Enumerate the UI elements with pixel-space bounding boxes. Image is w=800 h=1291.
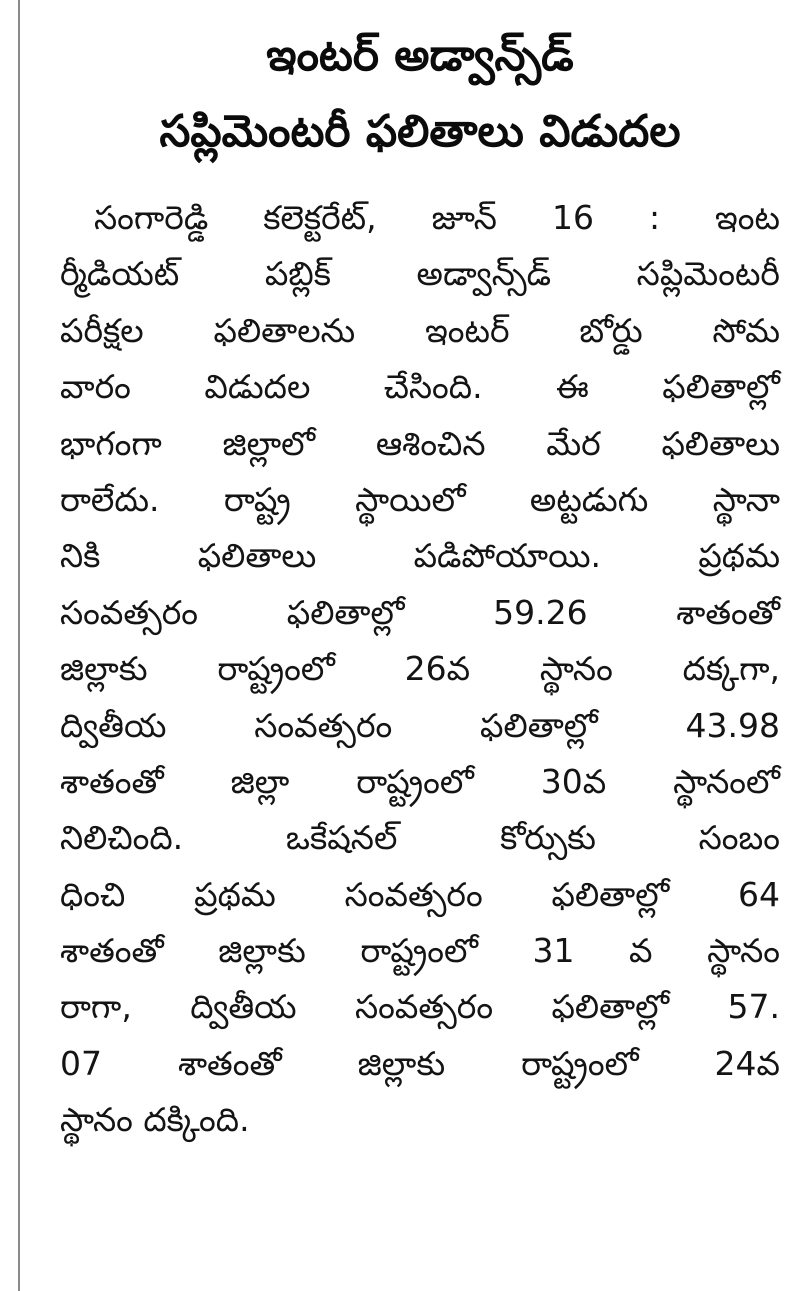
column-divider (18, 0, 20, 1291)
article-body (60, 190, 780, 1149)
body-line: సంగారెడ్డి కలెక్టరేట్, జూన్ 16 : ఇంట (94, 198, 780, 237)
body-line: ధించి ప్రథమ సంవత్సరం ఫలితాల్లో 64 (60, 874, 780, 914)
body-line: జిల్లాకు రాష్ట్రంలో 26వ స్థానం దక్కగా, (60, 649, 780, 689)
body-line: సంవత్సరం ఫలితాల్లో 59.26 శాతంతో (60, 592, 780, 632)
body-line: భాగంగా జిల్లాలో ఆశించిన మేర ఫలితాలు (60, 423, 780, 463)
body-line: ద్వితీయ సంవత్సరం ఫలితాల్లో 43.98 (60, 705, 780, 745)
body-line: ర్మీడియట్ పబ్లిక్ అడ్వాన్స్‌డ్ సప్లిమెంటరీ (60, 254, 780, 294)
body-line: నికి ఫలితాలు పడిపోయాయి. ప్రథమ (60, 536, 780, 576)
headline-line-1: ఇంటర్ అడ్వాన్స్‌డ్ (266, 30, 574, 81)
body-line: స్థానం దక్కింది. (60, 1100, 250, 1140)
body-line: రాగా, ద్వితీయ సంవత్సరం ఫలితాల్లో 57. (60, 987, 780, 1027)
body-line: నిలిచింది. ఒకేషనల్ కోర్సుకు సంబం (60, 818, 780, 858)
article-headline (60, 18, 780, 170)
body-line: శాతంతో జిల్లా రాష్ట్రంలో 30వ స్థానంలో (60, 761, 780, 801)
body-line: పరీక్షల ఫలితాలను ఇంటర్ బోర్డు సోమ (60, 310, 780, 350)
body-line: రాలేదు. రాష్ట్ర స్థాయిలో అట్టడుగు స్థానా (60, 479, 780, 519)
body-line: వారం విడుదల చేసింది. ఈ ఫలితాల్లో (60, 367, 780, 407)
body-line: శాతంతో జిల్లాకు రాష్ట్రంలో 31 వ స్థానం (60, 931, 780, 971)
news-article (60, 18, 780, 1149)
body-line: 07 శాతంతో జిల్లాకు రాష్ట్రంలో 24వ (60, 1043, 780, 1083)
headline-line-2: సప్లిమెంటరీ ఫలితాలు విడుదల (159, 106, 681, 157)
